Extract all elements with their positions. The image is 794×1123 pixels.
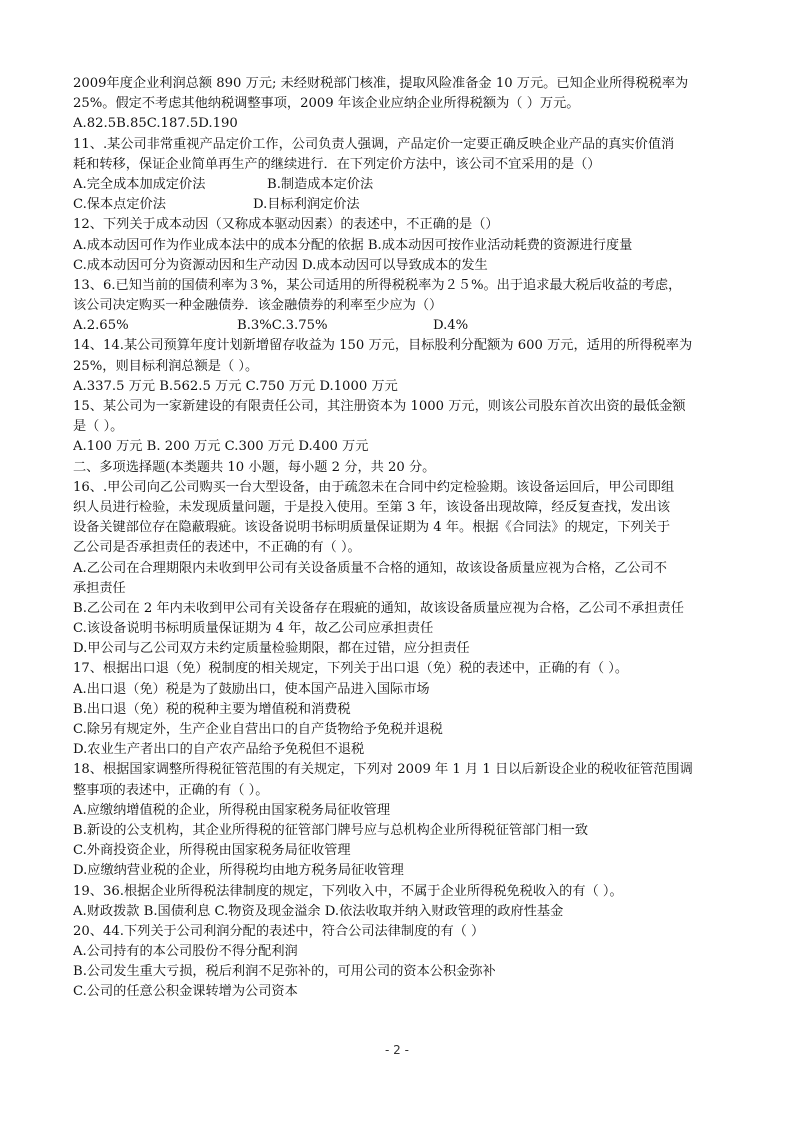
text-line: 18、根据国家调整所得税征管范围的有关规定，下列对 2009 年 1 月 1 日以后新设企业的税收征管范围调 [73,762,693,778]
option-line [73,195,721,215]
text-line: C.成本动因可分为资源动因和生产动因 D.成本动因可以导致成本的发生 [73,257,488,273]
text-line: 2009年度企业利润总额 890 万元; 未经财税部门核准，提取风险准备金 10 万元。已知企业所得税税率为 [73,76,689,91]
text-line: 耗和转移，保证企业简单再生产的继续进行．在下列定价方法中，该公司不宜采用的是（） [73,156,601,172]
text-line: 承担责任 [73,580,126,596]
option-a: A.2.65% [73,318,129,334]
option-d: D.4% [433,318,469,334]
text-line: 19、36.根据企业所得税法律制度的规定，下列收入中，不属于企业所得税免税收入的有（ ）。 [73,883,623,899]
text-line: C.该设备说明书标明质量保证期为 4 年，故乙公司应承担责任 [73,621,434,637]
text-line: B.出口退（免）税的税种主要为增值税和消费税 [73,701,351,717]
text-line: 是（ ）。 [73,419,124,435]
option-bc: B.3%C.3.75% [237,318,328,334]
option-line [73,175,721,195]
text-line: 该公司决定购买一种金融债券．该金融债券的利率至少应为（） [73,298,443,314]
option-b: B.制造成本定价法 [267,176,374,192]
text-line: 20、44.下列关于公司利润分配的表述中，符合公司法律制度的有（ ） [73,923,485,939]
text-line: 16、.甲公司向乙公司购买一台大型设备，由于疏忽未在合同中约定检验期。该设备运回后，甲公司即组 [73,479,675,495]
text-line: 设备关键部位存在隐蔽瑕疵。该设备说明书标明质量保证期为 4 年。根据《合同法》的规定，下列关于 [73,520,671,536]
text-line: 织人员进行检验，未发现质量问题，于是投入使用。至第 3 年，该设备出现故障，经反复查找，发出该 [73,499,671,515]
text-line: C.外商投资企业，所得税由国家税务局征收管理 [73,843,351,859]
text-line: A.成本动因可作为作业成本法中的成本分配的依据 B.成本动因可按作业活动耗费的资源进行度量 [73,237,633,253]
option-a: A.完全成本加成定价法 [73,176,206,192]
text-line: 15、某公司为一家新建设的有限责任公司，其注册资本为 1000 万元，则该公司股东首次出资的最低金额 [73,399,686,414]
text-line: D.甲公司与乙公司双方未约定质量检验期限，都在过错，应分担责任 [73,641,470,657]
text-line: A.82.5B.85C.187.5D.190 [73,116,238,132]
text-line: A.100 万元 B. 200 万元 C.300 万元 D.400 万元 [73,439,369,455]
document-body [73,74,721,1003]
page-number: - 2 - [385,1043,409,1057]
text-line: C.除另有规定外，生产企业自营出口的自产货物给予免税并退税 [73,722,443,737]
text-line: 14、14.某公司预算年度计划新增留存收益为 150 万元，目标股利分配额为 600 万元，适用的所得税率为 [73,338,693,354]
option-line [73,316,721,336]
text-line: 11、.某公司非常重视产品定价工作，公司负责人强调，产品定价一定要正确反映企业产品的真实价值消 [73,136,675,152]
text-line: A.财政拨款 B.国债利息 C.物资及现金溢余 D.依法收取并纳入财政管理的政府性基金 [73,903,564,919]
text-line: 整事项的表述中，正确的有（ ）。 [73,782,269,798]
text-line: 25%，则目标利润总额是（ ）。 [73,358,259,374]
text-line: 17、根据出口退（免）税制度的相关规定，下列关于出口退（免）税的表述中，正确的有（ ）。 [73,661,629,677]
text-line: 25%。假定不考虑其他纳税调整事项，2009 年该企业应纳企业所得税额为（ ）万元。 [73,96,580,112]
section-heading: 二、多项选择题(本类题共 10 小题，每小题 2 分，共 20 分。 [73,459,436,475]
text-line: A.337.5 万元 B.562.5 万元 C.750 万元 D.1000 万元 [73,378,398,394]
text-line: D.农业生产者出口的自产农产品给予免税但不退税 [73,742,365,758]
text-line: 13、6.已知当前的国债利率为３%，某公司适用的所得税税率为２５%。出于追求最大税后收益的考虑， [73,277,682,293]
text-line: A.乙公司在合理期限内未收到甲公司有关设备质量不合格的通知，故该设备质量应视为合格，乙公司不 [73,560,667,576]
text-line: B.公司发生重大亏损，税后利润不足弥补的，可用公司的资本公积金弥补 [73,964,496,980]
text-line: 乙公司是否承担责任的表述中，不正确的有（ ）。 [73,540,361,556]
option-d: D.目标利润定价法 [253,197,360,213]
text-line: B.新设的公支机构，其企业所得税的征管部门牌号应与总机构企业所得税征管部门相一致 [73,822,589,838]
text-line: C.公司的任意公积金课转增为公司资本 [73,984,298,1000]
text-line: A.应缴纳增值税的企业，所得税由国家税务局征收管理 [73,802,391,818]
option-c: C.保本点定价法 [73,197,166,213]
text-line: D.应缴纳营业税的企业，所得税均由地方税务局征收管理 [73,863,404,879]
text-line: B.乙公司在 2 年内未收到甲公司有关设备存在瑕疵的通知，故该设备质量应视为合格，乙公司不承担责任 [73,600,684,616]
text-line: A.出口退（免）税是为了鼓励出口，使本国产品进入国际市场 [73,681,430,697]
text-line: A.公司持有的本公司股份不得分配利润 [73,944,298,960]
text-line: 12、下列关于成本动因（又称成本驱动因素）的表述中，不正确的是（） [73,217,499,233]
